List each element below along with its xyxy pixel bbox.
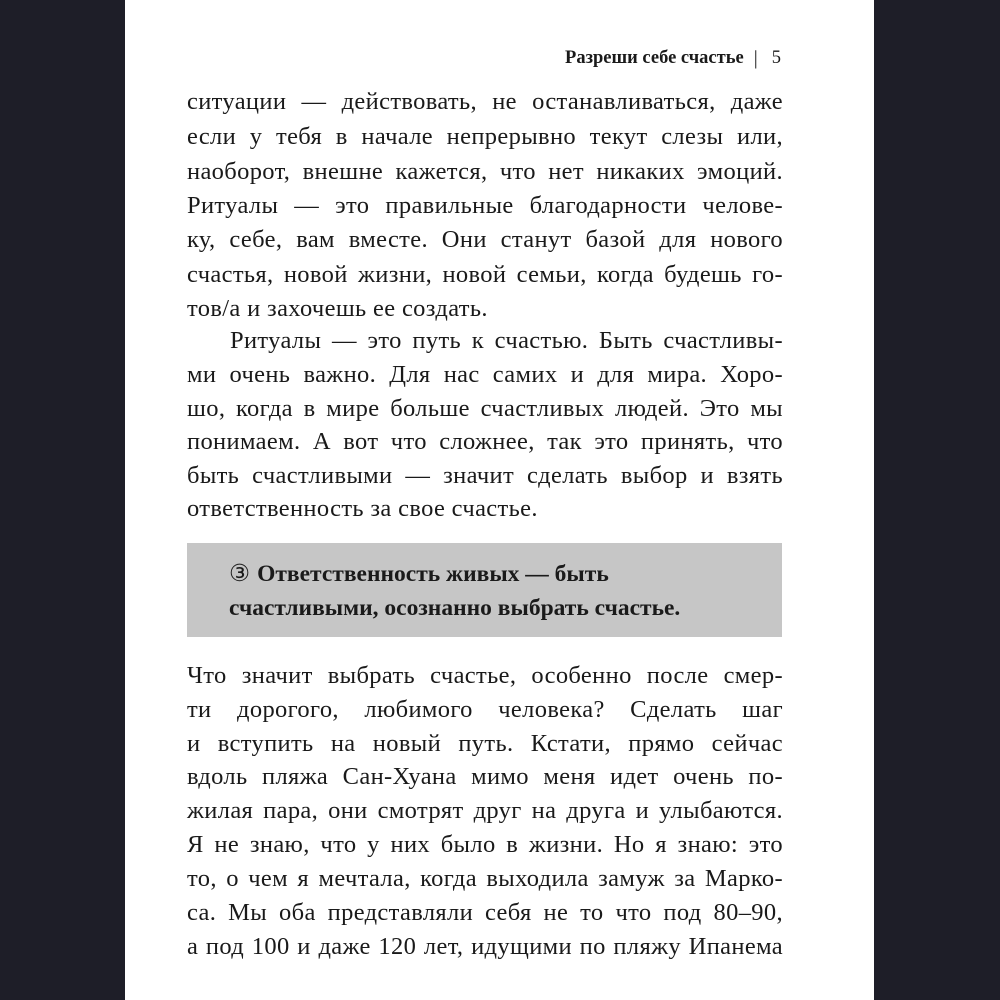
text-line: ми очень важно. Для нас самих и для мира. Хоро- bbox=[187, 361, 783, 388]
running-header bbox=[565, 40, 781, 76]
text-line: счастья, новой жизни, новой семьи, когда будешь го- bbox=[187, 261, 783, 288]
text-line: и вступить на новый путь. Кстати, прямо сейчас bbox=[187, 730, 783, 757]
text-line: а под 100 и даже 120 лет, идущими по пляжу Ипанема bbox=[187, 933, 783, 960]
text-line: Ритуалы — это правильные благодарности челове- bbox=[187, 192, 783, 219]
highlight-callout bbox=[187, 543, 782, 637]
text-line: понимаем. А вот что сложнее, так это принять, что bbox=[187, 428, 783, 455]
text-line: жилая пара, они смотрят друг на друга и улыбаются. bbox=[187, 797, 783, 824]
text-line: Я не знаю, что у них было в жизни. Но я знаю: это bbox=[187, 831, 783, 858]
text-line: ти дорогого, любимого человека? Сделать шаг bbox=[187, 696, 783, 723]
callout-line-2: счастливыми, осознанно выбрать счастье. bbox=[229, 595, 681, 621]
text-line: Что значит выбрать счастье, особенно после смер- bbox=[187, 662, 783, 689]
callout-text: Ответственность живых — быть bbox=[257, 561, 609, 587]
text-line: са. Мы оба представляли себя не то что под 80–90, bbox=[187, 899, 783, 926]
text-line: ситуации — действовать, не останавливаться, даже bbox=[187, 88, 783, 115]
text-line: то, о чем я мечтала, когда выходила замуж за Марко- bbox=[187, 865, 783, 892]
text-line: наоборот, внешне кажется, что нет никаких эмоций. bbox=[187, 158, 783, 185]
text-line: ответственность за свое счастье. bbox=[187, 495, 538, 522]
text-line: ку, себе, вам вместе. Они станут базой для нового bbox=[187, 226, 783, 253]
text-line: быть счастливыми — значит сделать выбор и взять bbox=[187, 462, 783, 489]
book-page bbox=[125, 0, 874, 1000]
text-line: Ритуалы — это путь к счастью. Быть счастливы- bbox=[230, 327, 783, 354]
text-line: если у тебя в начале непрерывно текут слезы или, bbox=[187, 123, 783, 150]
circled-number-icon: ③ bbox=[229, 561, 251, 587]
text-line: вдоль пляжа Сан-Хуана мимо меня идет очень по- bbox=[187, 763, 783, 790]
text-line: тов/а и захочешь ее создать. bbox=[187, 295, 488, 322]
book-title: Разреши себе счастье bbox=[565, 47, 744, 68]
text-line: шо, когда в мире больше счастливых людей. Это мы bbox=[187, 395, 783, 422]
callout-line-1 bbox=[229, 558, 609, 590]
header-separator: | bbox=[753, 46, 758, 69]
page-number: 5 bbox=[771, 47, 781, 68]
